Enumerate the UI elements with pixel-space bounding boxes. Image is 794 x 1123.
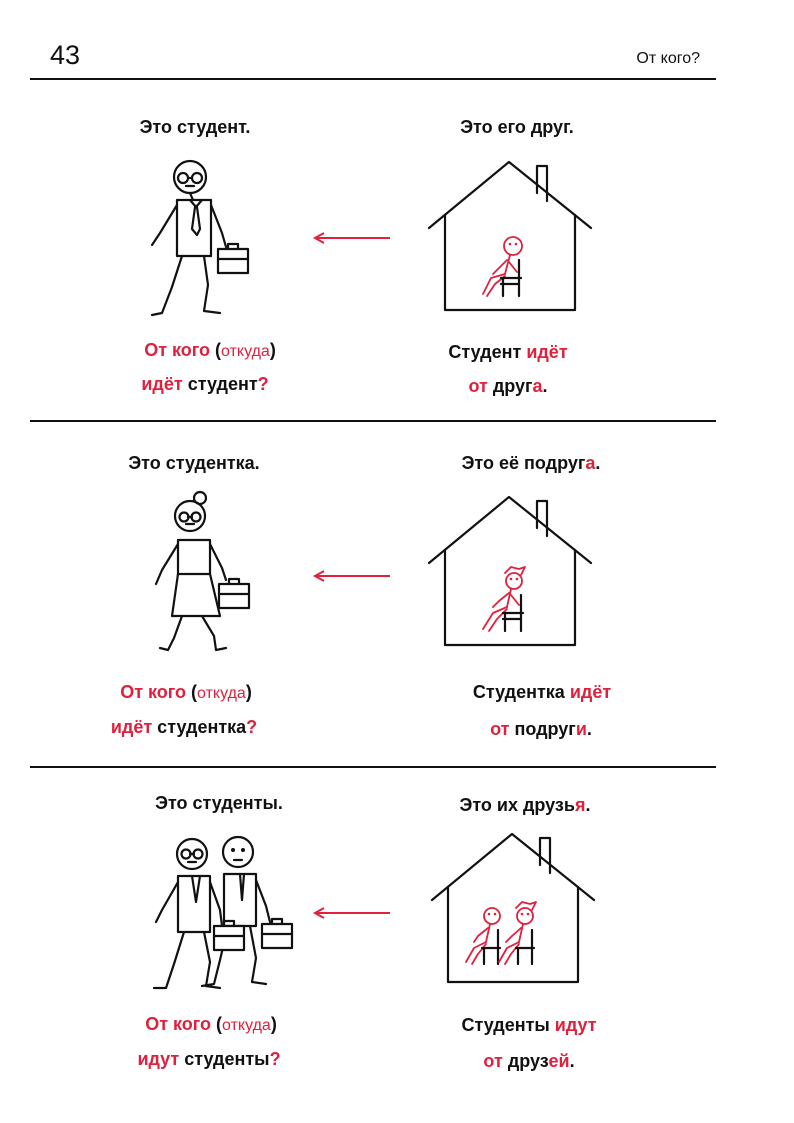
section-divider	[30, 420, 716, 422]
student-figure-icon	[140, 155, 270, 325]
arrow-left-icon	[312, 232, 392, 244]
header-divider	[30, 78, 716, 80]
caption-student: Это студент.	[139, 117, 251, 137]
page-number: 43	[50, 40, 81, 70]
caption-students: Это студенты.	[155, 793, 283, 813]
house-friends-icon	[428, 832, 598, 992]
caption-female-student: Это студентка.	[128, 453, 260, 473]
answer-3-line-2: от друзей.	[483, 1051, 575, 1071]
house-girlfriend-icon	[425, 495, 595, 655]
arrow-left-icon	[312, 907, 392, 919]
caption-friend: Это его друг.	[460, 117, 574, 137]
answer-2-line-2: от подруги.	[490, 719, 592, 739]
answer-1-line-2: от друга.	[468, 376, 548, 396]
question-1-line-2: идёт студент?	[141, 374, 269, 394]
female-student-figure-icon	[140, 488, 270, 658]
answer-1-line-1: Студент идёт	[448, 342, 568, 362]
question-2-line-2: идёт студентка?	[110, 717, 258, 737]
question-3-line-1: От кого (откуда)	[145, 1014, 277, 1034]
question-1-line-1: От кого (откуда)	[144, 340, 276, 360]
answer-2-line-1: Студентка идёт	[472, 682, 612, 702]
house-friend-icon	[425, 160, 595, 320]
question-2-line-1: От кого (откуда)	[120, 682, 252, 702]
arrow-left-icon	[312, 570, 392, 582]
students-figures-icon	[148, 830, 308, 1000]
section-divider	[30, 766, 716, 768]
page-heading: От кого?	[636, 50, 700, 67]
answer-3-line-1: Студенты идут	[461, 1015, 597, 1035]
caption-girlfriend: Это её подруга.	[461, 453, 601, 473]
caption-friends: Это их друзья.	[459, 795, 591, 815]
question-3-line-2: идут студенты?	[137, 1049, 281, 1069]
